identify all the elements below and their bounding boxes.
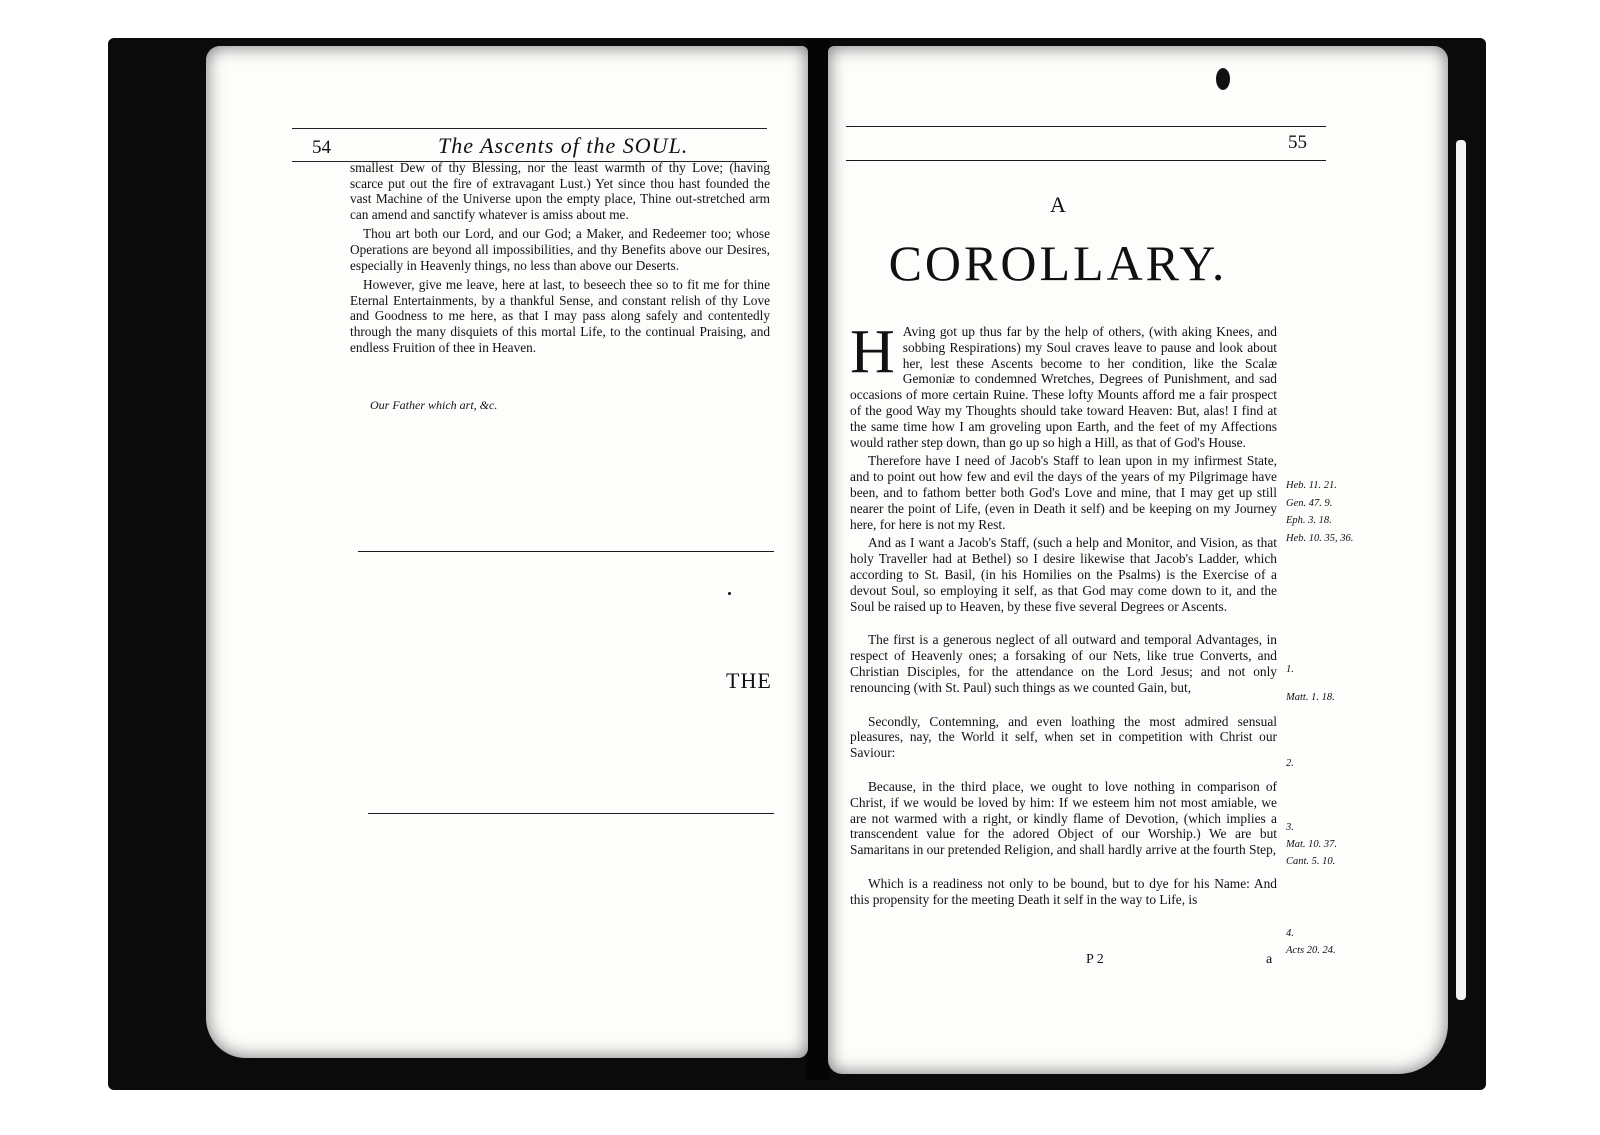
margin-note: Gen. 47. 9. bbox=[1286, 498, 1333, 509]
heading-small: A bbox=[1050, 192, 1066, 217]
page-heading: COROLLARY. bbox=[888, 235, 1228, 291]
margin-note: Mat. 10. 37. bbox=[1286, 839, 1338, 850]
margin-note: Matt. 1. 18. bbox=[1286, 692, 1335, 703]
catchword-right: a bbox=[1266, 952, 1273, 967]
header-rule-top bbox=[846, 126, 1326, 127]
margin-note: Acts 20. 24. bbox=[1286, 945, 1336, 956]
header-rule-bottom bbox=[846, 160, 1326, 161]
signature-mark: P 2 bbox=[1086, 952, 1104, 967]
margin-number: 3. bbox=[1286, 822, 1294, 833]
margin-note: Heb. 10. 35, 36. bbox=[1286, 533, 1354, 544]
catchword-left: THE bbox=[726, 668, 772, 693]
running-head-title: The Ascents of the SOUL. bbox=[438, 133, 689, 158]
margin-number: 1. bbox=[1286, 664, 1294, 675]
left-paragraph-2: Thou art both our Lord, and our God; a Maker, and Redeemer too; whose Operations are beyond all impossibilities, and thy Benefits above our Desires, especially in Heavenly things, no less than above our Deserts. bbox=[350, 226, 770, 273]
left-body-text bbox=[350, 160, 770, 359]
right-paragraph-5: Secondly, Contemning, and even loathing the most admired sensual pleasures, nay, the World it self, when set in competition with Christ our Saviour: bbox=[850, 713, 1277, 761]
ink-speck bbox=[728, 592, 731, 595]
right-paragraph-1: H Aving got up thus far by the help of others, (with aking Knees, and sobbing Respirations) my Soul craves leave to pause and look about her, lest these Ascents become to her condition, like the Scalæ Gemoniæ to condemned Wretches, Degrees of Punishment, and sad occasions of more certain Ruine. These lofty Mounts afford me a fair prospect of the good Way my Thoughts should take toward Heaven: But, alas! I find at the same time how I am groveling upon Earth, and the feet of my Affections would rather step down, than go up so high a Hill, as that of God's House. bbox=[850, 318, 1277, 450]
right-page bbox=[828, 46, 1448, 1074]
right-paragraph-2: Therefore have I need of Jacob's Staff to lean upon in my infirmest State, and to point out how few and evil the days of the years of my Pilgrimage have been, and to fathom better both God's Love and mine, that I may get up still nearer the point of Life, (even in Death it self) and be keeping on my Journey here, for here is not my Rest. bbox=[850, 453, 1277, 532]
right-paragraph-4: The first is a generous neglect of all outward and temporal Advantages, in respect of Heavenly ones; a forsaking of our Nets, like true Converts, and Christian Disciples, for the attendance on the Lord Jesus; and not only renouncing (with St. Paul) such things as we counted Gain, but, bbox=[850, 632, 1277, 695]
margin-note: Cant. 5. 10. bbox=[1286, 856, 1336, 867]
section-rule-top bbox=[358, 551, 774, 552]
left-page bbox=[206, 46, 808, 1058]
running-head bbox=[292, 128, 767, 162]
margin-note: Heb. 11. 21. bbox=[1286, 480, 1337, 491]
ink-blot bbox=[1216, 68, 1230, 90]
page-number-right: 55 bbox=[1288, 132, 1307, 153]
page-edge bbox=[1456, 140, 1466, 1000]
left-paragraph-3: However, give me leave, here at last, to beseech thee so to fit me for thine Eternal Entertainments, by a thankful Sense, and constant relish of thy Love and Goodness to me here, as that I may pass along safely and contentedly through the many disquiets of this mortal Life, to the continual Praising, and endless Fruition of thee in Heaven. bbox=[350, 277, 770, 355]
right-body-text bbox=[850, 318, 1277, 911]
right-paragraph-7: Which is a readiness not only to be bound, but to dye for his Name: And this propensity for the meeting Death it self in the way to Life, is bbox=[850, 875, 1277, 907]
margin-note: Eph. 3. 18. bbox=[1286, 515, 1332, 526]
book-gutter bbox=[806, 40, 830, 1080]
right-paragraph-3: And as I want a Jacob's Staff, (such a help and Monitor, and Vision, as that holy Traveller had at Bethel) so I desire likewise that Jacob's Ladder, which according to St. Basil, (in his Homilies on the Psalms) is the Exercise of a devout Soul, so employing it self, as that God may come down to it, and the Soul be raised up to Heaven, by these five several Degrees or Ascents. bbox=[850, 535, 1277, 614]
section-rule-bottom bbox=[368, 813, 774, 814]
right-paragraph-6: Because, in the third place, we ought to love nothing in comparison of Christ, if we would be loved by him: If we esteem him not most amiable, we are not warmed with a right, or kindly flame of Devotion, (which implies a transcendent value for the adored Object of our Worship.) We are but Samaritans in our pretended Religion, and shall hardly arrive at the fourth Step, bbox=[850, 778, 1277, 858]
page-number-left: 54 bbox=[312, 137, 331, 158]
prayer-line: Our Father which art, &c. bbox=[370, 398, 498, 412]
drop-cap: H bbox=[850, 318, 895, 386]
margin-number: 4. bbox=[1286, 928, 1294, 939]
margin-number: 2. bbox=[1286, 758, 1294, 769]
left-paragraph-1: smallest Dew of thy Blessing, nor the least warmth of thy Love; (having scarce put out the fire of extravagant Lust.) Yet since thou hast founded the vast Machine of the Universe upon the empty place, Thine out-stretched arm can amend and sanctify whatever is amiss about me. bbox=[350, 160, 770, 222]
